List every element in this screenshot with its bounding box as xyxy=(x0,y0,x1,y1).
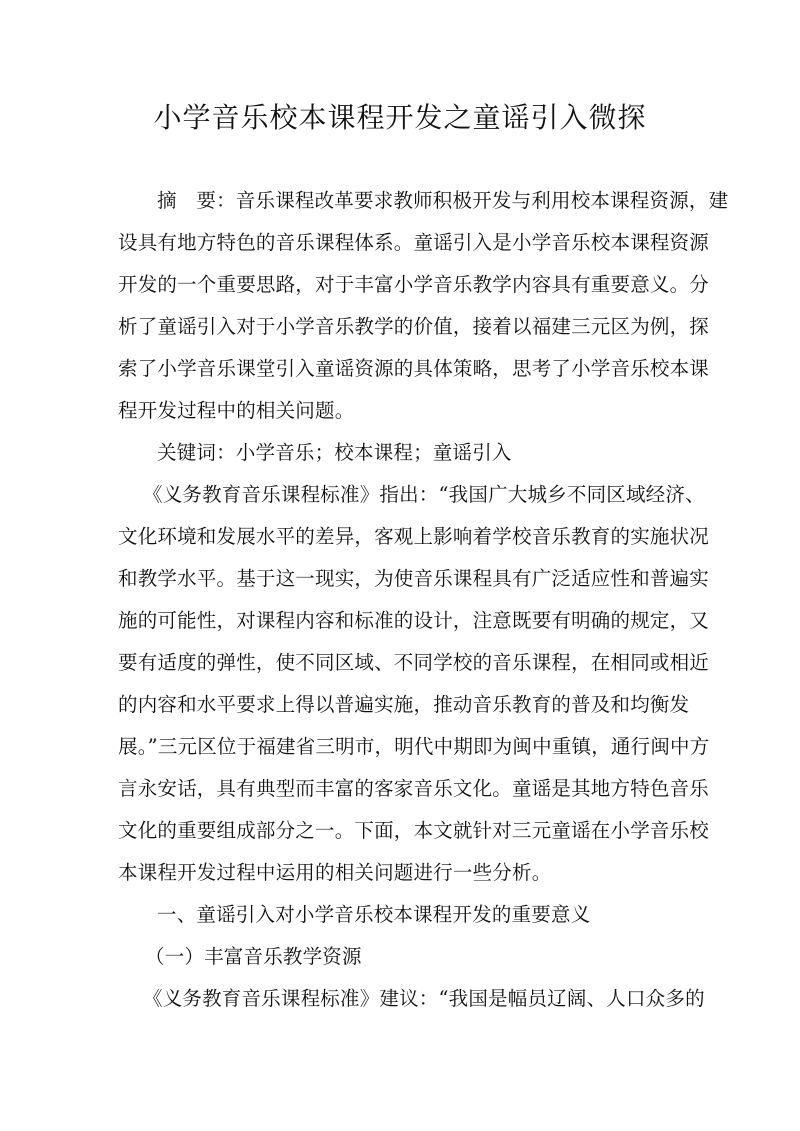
body-line-7: 展。”三元区位于福建省三明市，明代中期即为闽中重镇，通行闽中方 xyxy=(118,735,710,758)
abstract-line-2: 设具有地方特色的音乐课程体系。童谣引入是小学音乐校本课程资源 xyxy=(118,231,710,254)
subsection-heading-1: （一）丰富音乐教学资源 xyxy=(145,945,362,968)
body-line-6: 的内容和水平要求上得以普遍实施，推动音乐教育的普及和均衡发 xyxy=(118,693,690,716)
body-line-11: 《义务教育音乐课程标准》建议：“我国是幅员辽阔、人口众多的 xyxy=(143,987,705,1010)
body-line-9: 文化的重要组成部分之一。下面，本文就针对三元童谣在小学音乐校 xyxy=(118,819,710,842)
keywords-line: 关键词：小学音乐；校本课程；童谣引入 xyxy=(157,441,512,464)
body-line-2: 文化环境和发展水平的差异，客观上影响着学校音乐教育的实施状况 xyxy=(118,525,710,548)
body-line-4: 施的可能性，对课程内容和标准的设计，注意既要有明确的规定，又 xyxy=(118,609,710,632)
abstract-line-3: 开发的一个重要思路，对于丰富小学音乐教学内容具有重要意义。分 xyxy=(118,273,710,296)
abstract-line-1: 摘 要：音乐课程改革要求教师积极开发与利用校本课程资源，建 xyxy=(157,189,729,212)
body-line-5: 要有适度的弹性，使不同区域、不同学校的音乐课程，在相同或相近 xyxy=(118,651,710,674)
abstract-line-6: 程开发过程中的相关问题。 xyxy=(118,399,355,422)
abstract-line-5: 索了小学音乐课堂引入童谣资源的具体策略，思考了小学音乐校本课 xyxy=(118,357,710,380)
body-line-10: 本课程开发过程中运用的相关问题进行一些分析。 xyxy=(118,861,552,884)
body-line-3: 和教学水平。基于这一现实，为使音乐课程具有广泛适应性和普遍实 xyxy=(118,567,710,590)
abstract-line-4: 析了童谣引入对于小学音乐教学的价值，接着以福建三元区为例，探 xyxy=(118,315,710,338)
section-heading-1: 一、童谣引入对小学音乐校本课程开发的重要意义 xyxy=(157,903,591,926)
body-line-1: 《义务教育音乐课程标准》指出：“我国广大城乡不同区域经济、 xyxy=(143,483,705,506)
document-title: 小学音乐校本课程开发之童谣引入微探 xyxy=(153,101,647,134)
body-line-8: 言永安话，具有典型而丰富的客家音乐文化。童谣是其地方特色音乐 xyxy=(118,777,710,800)
